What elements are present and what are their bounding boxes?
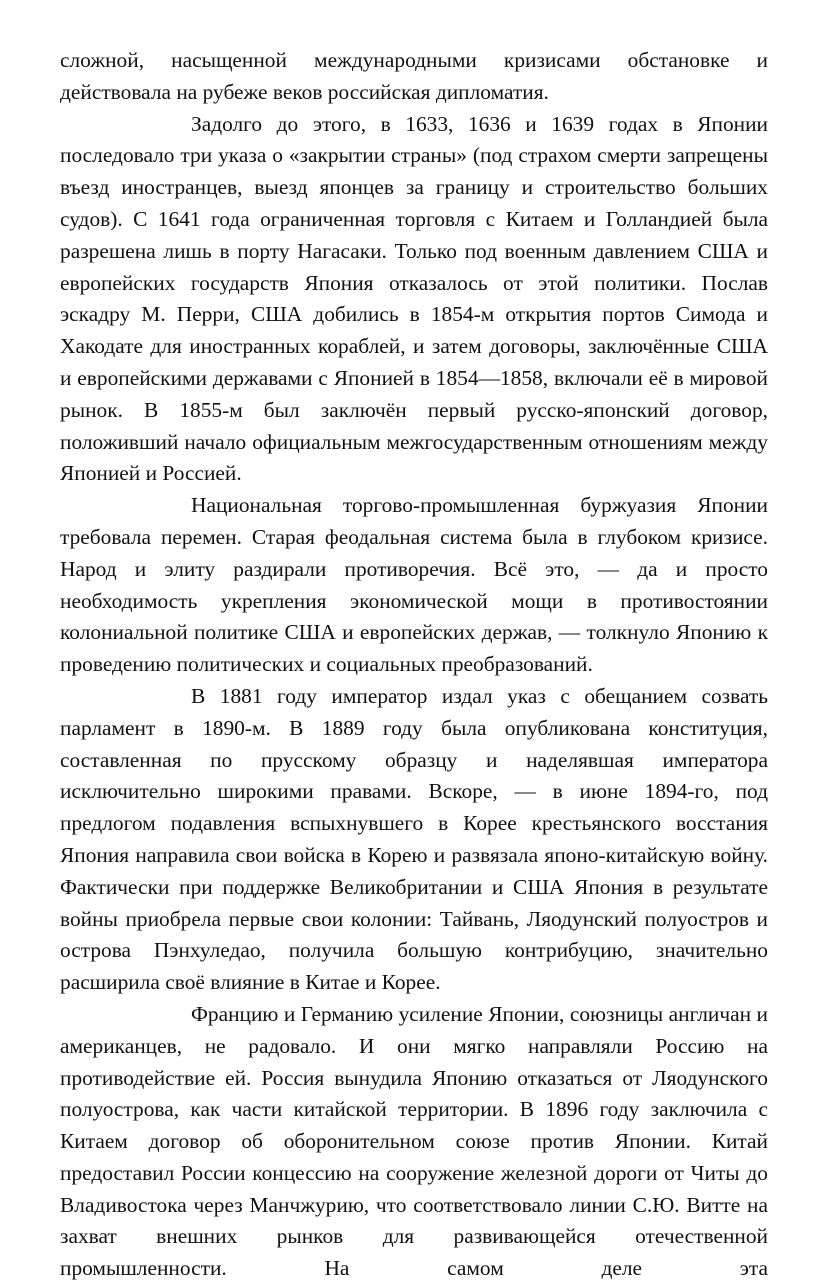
paragraph-3: Национальная торгово-промышленная буржуазия Японии требовала перемен. Старая феодальная система была в глубоком кризисе. Народ и элиту раздирали противоречия. Всё это, — да и просто необходимость укрепления экономической мощи в противостоянии колониальной политике США и европейских держав, — толкнуло Японию к проведению политических и социальных преобразований. [60,493,768,677]
paragraph-4: В 1881 году император издал указ с обещанием созвать парламент в 1890-м. В 1889 году была опубликована конституция, составленная по прусскому образцу и наделявшая императора исключительно широкими правами. Вскоре, — в июне 1894-го, под предлогом подавления вспыхнувшего в Корее крестьянского восстания Япония направила свои войска в Корею и развязала японо-китайскую войну. Фактически при поддержке Великобритании и США Япония в результате войны приобрела первые свои колонии: Тайвань, Ляодунский полуостров и острова Пэнхуледао, получила большую контрибуцию, значительно расширила своё влияние в Китае и Корее. [60,683,768,995]
document-page [60,45,768,1285]
paragraph-5: Францию и Германию усиление Японии, союзницы англичан и американцев, не радовало. И они мягко направляли Россию на противодействие ей. Россия вынудила Японию отказаться от Ляодунского полуострова, как части китайской территории. В 1896 году заключила с Китаем договор об оборонительном союзе против Японии. Китай предоставил России концессию на сооружение железной дороги от Читы до Владивостока через Манчжурию, что соответствовало линии С.Ю. Витте на захват внешних рынков для развивающейся отечественной промышленности. На самом деле эта [60,1001,768,1281]
paragraph-1: сложной, насыщенной международными кризисами обстановке и действовала на рубеже веков российская дипломатия. [60,48,768,104]
paragraph-2: Задолго до этого, в 1633, 1636 и 1639 годах в Японии последовало три указа о «закрытии страны» (под страхом смерти запрещены въезд иностранцев, выезд японцев за границу и строительство больших судов). С 1641 года ограниченная торговля с Китаем и Голландией была разрешена лишь в порту Нагасаки. Только под военным давлением США и европейских государств Япония отказалось от этой политики. Послав эскадру М. Перри, США добились в 1854-м открытия портов Симода и Хакодате для иностранных кораблей, и затем договоры, заключённые США и европейскими державами с Японией в 1854—1858, включали её в мировой рынок. В 1855-м был заключён первый русско-японский договор, положивший начало официальным межгосударственным отношениям между Японией и Россией. [60,111,768,486]
